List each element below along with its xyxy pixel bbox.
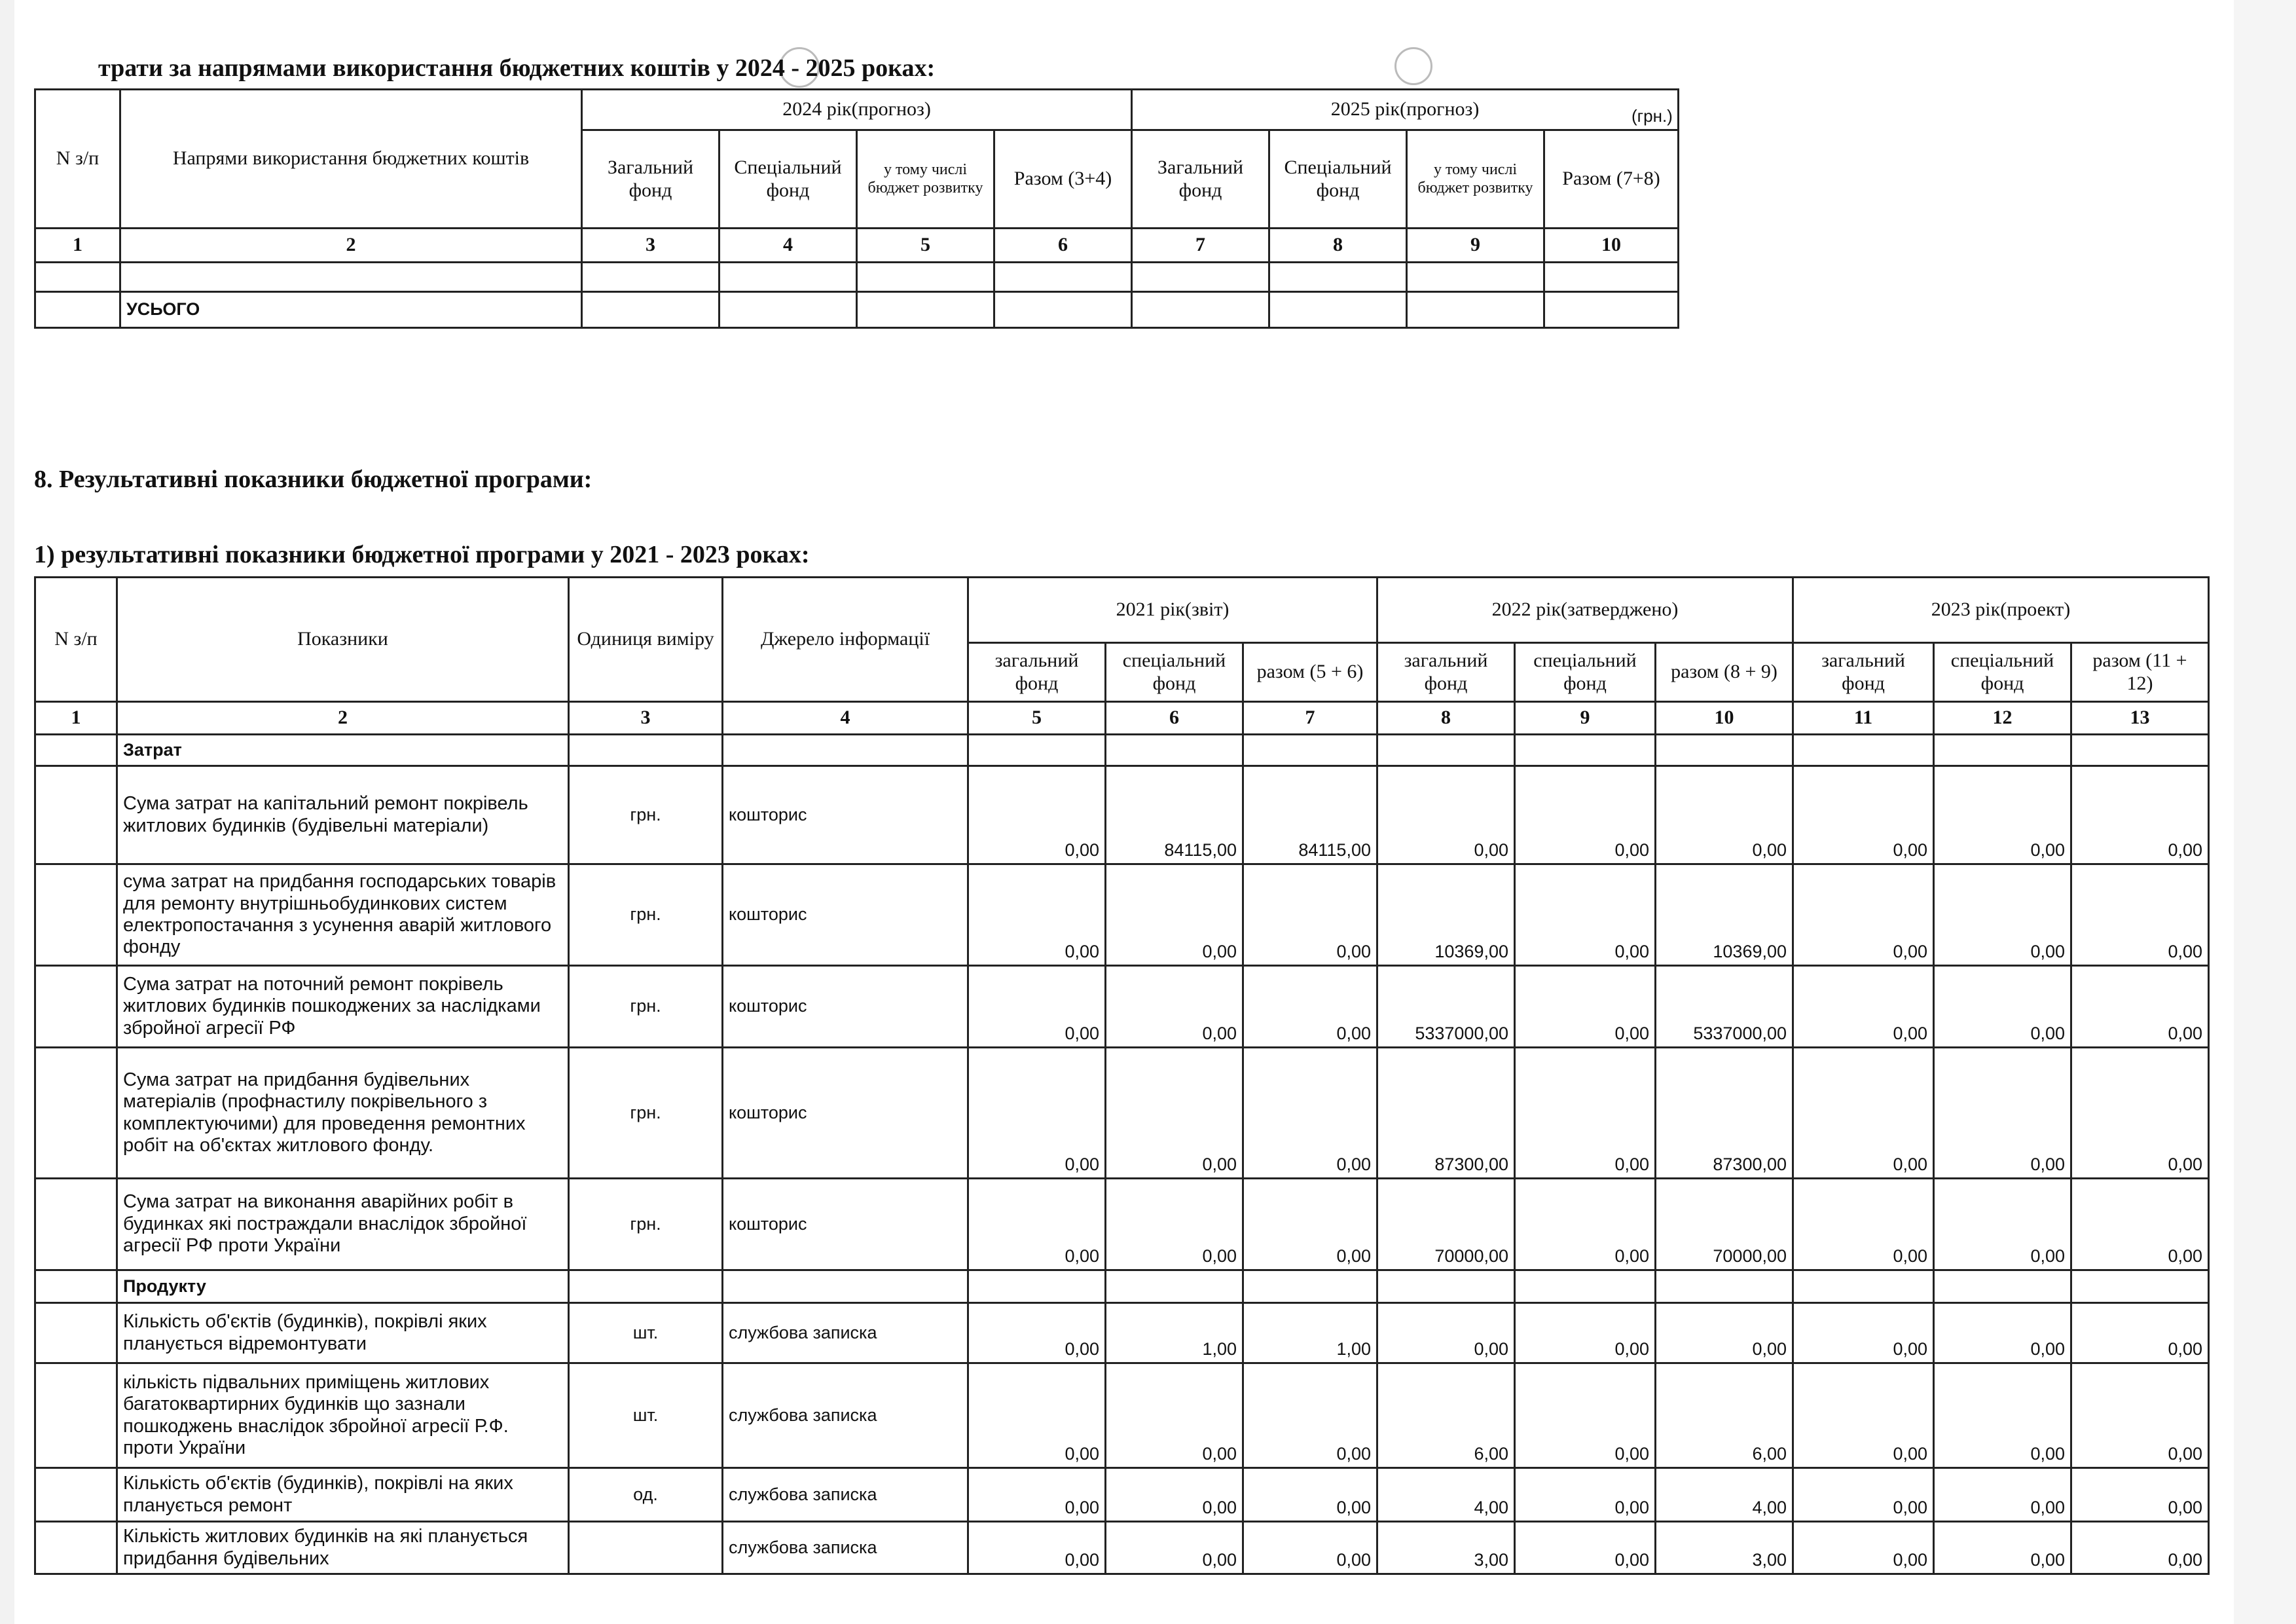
value-cell: 0,00 <box>1793 1468 1934 1522</box>
index-cell: 9 <box>1407 229 1544 263</box>
col-2025-special: Спеціальний фонд <box>1269 130 1407 229</box>
value-cell: 3,00 <box>1377 1522 1515 1574</box>
index-cell: 13 <box>2071 702 2209 735</box>
index-cell: 6 <box>1106 702 1243 735</box>
value-cell: 0,00 <box>1243 864 1377 966</box>
value-cell: 87300,00 <box>1656 1048 1793 1179</box>
value-cell: 0,00 <box>1934 864 2071 966</box>
index-cell: 8 <box>1377 702 1515 735</box>
col-indicators: Показники <box>117 578 569 702</box>
value-cell: 0,00 <box>1106 1468 1243 1522</box>
empty-row <box>35 263 1679 292</box>
value-cell: 0,00 <box>1106 1363 1243 1468</box>
value-cell: 0,00 <box>968 1522 1106 1574</box>
total-label: УСЬОГО <box>120 292 582 328</box>
value-cell: 0,00 <box>1243 1179 1377 1270</box>
indicator-unit: грн. <box>569 1179 723 1270</box>
indicator-unit: грн. <box>569 966 723 1048</box>
col-2023: 2023 рік(проект) <box>1793 578 2209 643</box>
index-cell: 7 <box>1132 229 1269 263</box>
value-cell: 0,00 <box>1243 1522 1377 1574</box>
total-row <box>35 292 1679 328</box>
value-cell: 0,00 <box>968 1363 1106 1468</box>
col-2025: 2025 рік(прогноз) <box>1132 90 1679 130</box>
table-row <box>35 1468 2209 1522</box>
value-cell: 1,00 <box>1243 1303 1377 1363</box>
value-cell: 0,00 <box>968 766 1106 864</box>
value-cell: 0,00 <box>1934 1048 2071 1179</box>
value-cell: 0,00 <box>2071 1179 2209 1270</box>
value-cell: 0,00 <box>968 1303 1106 1363</box>
indicator-source: кошторис <box>723 1179 968 1270</box>
value-cell: 6,00 <box>1377 1363 1515 1468</box>
value-cell: 0,00 <box>1243 966 1377 1048</box>
indicator-name: Сума затрат на виконання аварійних робіт в будинках які постраждали внаслідок збройної агресії РФ проти України <box>117 1179 569 1270</box>
value-cell: 0,00 <box>1934 1363 2071 1468</box>
value-cell: 0,00 <box>1106 864 1243 966</box>
col-2024-special: Спеціальний фонд <box>720 130 857 229</box>
indicator-name: Сума затрат на капітальний ремонт покрівель житлових будинків (будівельні матеріали) <box>117 766 569 864</box>
value-cell: 5337000,00 <box>1377 966 1515 1048</box>
indicator-name: Кількість об'єктів (будинків), покрівлі яких планується відремонтувати <box>117 1303 569 1363</box>
index-cell: 5 <box>968 702 1106 735</box>
col-2024-dev: у тому числі бюджет розвитку <box>857 130 994 229</box>
indicator-unit: шт. <box>569 1363 723 1468</box>
section7-title: трати за напрямами використання бюджетних коштів у 2024 - 2025 роках: <box>98 54 936 82</box>
value-cell: 84115,00 <box>1243 766 1377 864</box>
indicator-source: службова записка <box>723 1363 968 1468</box>
col-2022: 2022 рік(затверджено) <box>1377 578 1793 643</box>
value-cell: 0,00 <box>1793 1179 1934 1270</box>
section-label-costs: Затрат <box>117 735 569 766</box>
table-row <box>35 1303 2209 1363</box>
table-row <box>35 966 2209 1048</box>
value-cell: 0,00 <box>2071 1303 2209 1363</box>
value-cell: 0,00 <box>1377 1303 1515 1363</box>
value-cell: 0,00 <box>968 1179 1106 1270</box>
indicator-unit: грн. <box>569 1048 723 1179</box>
indicator-source: кошторис <box>723 864 968 966</box>
value-cell: 0,00 <box>1793 966 1934 1048</box>
value-cell: 0,00 <box>1515 1048 1656 1179</box>
value-cell: 5337000,00 <box>1656 966 1793 1048</box>
section8-subtitle: 1) результативні показники бюджетної програми у 2021 - 2023 роках: <box>34 541 810 568</box>
indicator-source: службова записка <box>723 1468 968 1522</box>
indicator-unit <box>569 1522 723 1574</box>
value-cell: 0,00 <box>2071 864 2209 966</box>
index-cell: 1 <box>35 702 117 735</box>
col-2025-sum: Разом (7+8) <box>1544 130 1679 229</box>
value-cell: 0,00 <box>1934 1179 2071 1270</box>
index-cell: 10 <box>1656 702 1793 735</box>
value-cell: 0,00 <box>1934 766 2071 864</box>
value-cell: 0,00 <box>1793 1363 1934 1468</box>
col-2021-general: загальний фонд <box>968 643 1106 702</box>
value-cell: 70000,00 <box>1656 1179 1793 1270</box>
value-cell: 0,00 <box>968 864 1106 966</box>
col-2024-general: Загальний фонд <box>582 130 720 229</box>
value-cell: 0,00 <box>1934 1303 2071 1363</box>
index-cell: 9 <box>1515 702 1656 735</box>
value-cell: 0,00 <box>2071 1363 2209 1468</box>
col-n: N з/п <box>35 578 117 702</box>
table-row <box>35 1048 2209 1179</box>
col-directions: Напрями використання бюджетних коштів <box>120 90 582 229</box>
indicator-unit: грн. <box>569 766 723 864</box>
index-cell: 5 <box>857 229 994 263</box>
value-cell: 4,00 <box>1377 1468 1515 1522</box>
value-cell: 0,00 <box>1377 766 1515 864</box>
value-cell: 0,00 <box>1934 1468 2071 1522</box>
value-cell: 0,00 <box>1934 966 2071 1048</box>
index-cell: 4 <box>720 229 857 263</box>
value-cell: 0,00 <box>968 966 1106 1048</box>
col-2024: 2024 рік(прогноз) <box>582 90 1132 130</box>
value-cell: 3,00 <box>1656 1522 1793 1574</box>
col-2022-sum: разом (8 + 9) <box>1656 643 1793 702</box>
col-2023-sum: разом (11 + 12) <box>2071 643 2209 702</box>
value-cell: 0,00 <box>1106 966 1243 1048</box>
value-cell: 70000,00 <box>1377 1179 1515 1270</box>
index-cell: 8 <box>1269 229 1407 263</box>
value-cell: 10369,00 <box>1656 864 1793 966</box>
value-cell: 0,00 <box>968 1048 1106 1179</box>
col-2022-general: загальний фонд <box>1377 643 1515 702</box>
value-cell: 0,00 <box>2071 766 2209 864</box>
col-2022-special: спеціальний фонд <box>1515 643 1656 702</box>
value-cell: 4,00 <box>1656 1468 1793 1522</box>
value-cell: 0,00 <box>1515 1522 1656 1574</box>
value-cell: 0,00 <box>1793 766 1934 864</box>
col-2021-sum: разом (5 + 6) <box>1243 643 1377 702</box>
value-cell: 0,00 <box>1515 1303 1656 1363</box>
indicator-source: кошторис <box>723 966 968 1048</box>
value-cell: 0,00 <box>1656 1303 1793 1363</box>
value-cell: 0,00 <box>1243 1468 1377 1522</box>
index-cell: 3 <box>569 702 723 735</box>
value-cell: 0,00 <box>1515 966 1656 1048</box>
index-cell: 2 <box>120 229 582 263</box>
value-cell: 0,00 <box>1243 1363 1377 1468</box>
index-cell: 10 <box>1544 229 1679 263</box>
value-cell: 10369,00 <box>1377 864 1515 966</box>
value-cell: 0,00 <box>1934 1522 2071 1574</box>
section-label-product: Продукту <box>117 1270 569 1303</box>
col-unit: Одиниця виміру <box>569 578 723 702</box>
value-cell: 0,00 <box>1106 1179 1243 1270</box>
performance-indicators-table <box>34 576 2210 1575</box>
value-cell: 0,00 <box>1515 766 1656 864</box>
indicator-source: службова записка <box>723 1303 968 1363</box>
table-row <box>35 766 2209 864</box>
indicator-source: кошторис <box>723 766 968 864</box>
col-2023-special: спеціальний фонд <box>1934 643 2071 702</box>
table-row <box>35 864 2209 966</box>
indicator-name: Кількість об'єктів (будинків), покрівлі на яких планується ремонт <box>117 1468 569 1522</box>
col-2025-general: Загальний фонд <box>1132 130 1269 229</box>
col-2021-special: спеціальний фонд <box>1106 643 1243 702</box>
indicator-name: Кількість житлових будинків на які планується придбання будівельних <box>117 1522 569 1574</box>
value-cell: 0,00 <box>1793 864 1934 966</box>
value-cell: 0,00 <box>1793 1303 1934 1363</box>
index-cell: 4 <box>723 702 968 735</box>
value-cell: 0,00 <box>1793 1048 1934 1179</box>
value-cell: 0,00 <box>2071 1048 2209 1179</box>
col-2021: 2021 рік(звіт) <box>968 578 1377 643</box>
index-cell: 2 <box>117 702 569 735</box>
index-cell: 1 <box>35 229 120 263</box>
value-cell: 0,00 <box>1656 766 1793 864</box>
indicator-name: Сума затрат на поточний ремонт покрівель житлових будинків пошкоджених за наслідками збройної агресії РФ <box>117 966 569 1048</box>
table-row <box>35 1522 2209 1574</box>
indicator-source: службова записка <box>723 1522 968 1574</box>
value-cell: 0,00 <box>2071 1522 2209 1574</box>
value-cell: 6,00 <box>1656 1363 1793 1468</box>
index-cell: 12 <box>1934 702 2071 735</box>
table-row <box>35 1179 2209 1270</box>
table-row <box>35 1363 2209 1468</box>
col-n: N з/п <box>35 90 120 229</box>
value-cell: 0,00 <box>1515 864 1656 966</box>
index-cell: 7 <box>1243 702 1377 735</box>
indicator-unit: грн. <box>569 864 723 966</box>
units-label: (грн.) <box>1631 106 1673 126</box>
col-2025-dev: у тому числі бюджет розвитку <box>1407 130 1544 229</box>
indicator-name: сума затрат на придбання господарських товарів для ремонту внутрішньобудинкових систем електропостачання з усунення аварій житлового фонду <box>117 864 569 966</box>
indicator-name: кількість підвальних приміщень житлових багатоквартирних будинків що зазнали пошкоджень внаслідок збройної агресії Р.Ф. проти України <box>117 1363 569 1468</box>
value-cell: 0,00 <box>2071 1468 2209 1522</box>
indicator-unit: од. <box>569 1468 723 1522</box>
section-row-product <box>35 1270 2209 1303</box>
value-cell: 1,00 <box>1106 1303 1243 1363</box>
value-cell: 0,00 <box>1106 1048 1243 1179</box>
index-cell: 3 <box>582 229 720 263</box>
index-cell: 11 <box>1793 702 1934 735</box>
indicator-source: кошторис <box>723 1048 968 1179</box>
col-2024-sum: Разом (3+4) <box>994 130 1132 229</box>
value-cell: 0,00 <box>968 1468 1106 1522</box>
index-cell: 6 <box>994 229 1132 263</box>
section-row-costs <box>35 735 2209 766</box>
value-cell: 0,00 <box>1106 1522 1243 1574</box>
value-cell: 0,00 <box>2071 966 2209 1048</box>
value-cell: 0,00 <box>1793 1522 1934 1574</box>
col-source: Джерело інформації <box>723 578 968 702</box>
section8-title: 8. Результативні показники бюджетної програми: <box>34 466 592 493</box>
indicator-unit: шт. <box>569 1303 723 1363</box>
budget-directions-table <box>34 88 1679 329</box>
indicator-name: Сума затрат на придбання будівельних матеріалів (профнастилу покрівельного з комплектуючими) для проведення ремонтних робіт на об'єктах житлового фонду. <box>117 1048 569 1179</box>
value-cell: 0,00 <box>1515 1179 1656 1270</box>
value-cell: 0,00 <box>1243 1048 1377 1179</box>
value-cell: 0,00 <box>1515 1468 1656 1522</box>
col-2023-general: загальний фонд <box>1793 643 1934 702</box>
value-cell: 87300,00 <box>1377 1048 1515 1179</box>
value-cell: 0,00 <box>1515 1363 1656 1468</box>
value-cell: 84115,00 <box>1106 766 1243 864</box>
